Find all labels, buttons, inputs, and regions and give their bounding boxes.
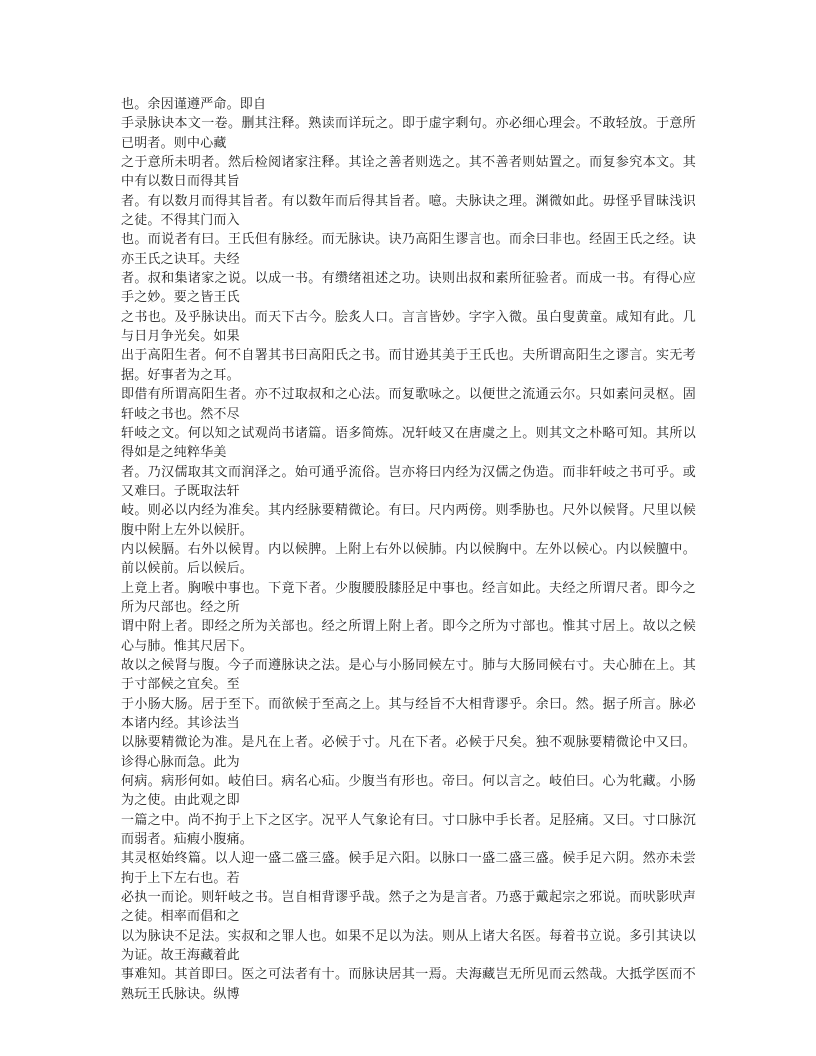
text-line: 何病。病形何如。岐伯曰。病名心疝。少腹当有形也。帝曰。何以言之。岐伯曰。心为牝藏。小肠为之使。由此观之即 — [121, 774, 696, 809]
text-line: 以为脉诀不足法。实叔和之罪人也。如果不足以为法。则从上诸大名医。每着书立说。多引其诀以为证。故王海藏着此 — [121, 928, 696, 964]
text-line: 也。余因谨遵严命。即自 — [121, 97, 267, 112]
text-line: 事难知。其首即曰。医之可法者有十。而脉诀居其一焉。夫海藏岂无所见而云然哉。大抵学医而不熟玩王氏脉诀。纵博 — [121, 967, 696, 1002]
text-line: 岐。则必以内经为准矣。其内经脉要精微论。有曰。尺内两傍。则季胁也。尺外以候肾。尺里以候腹中附上左外以候肝。 — [121, 503, 696, 538]
text-line: 于小肠大肠。居于至下。而欲候于至高之上。其与经旨不大相背谬乎。余曰。然。据子所言。脉必本诸内经。其诊法当 — [121, 696, 696, 731]
text-line: 以脉要精微论为准。是凡在上者。必候于寸。凡在下者。必候于尺矣。独不观脉要精微论中又曰。诊得心脉而急。此为 — [121, 735, 696, 770]
text-line: 也。而说者有曰。王氏但有脉经。而无脉诀。诀乃高阳生谬言也。而余曰非也。经固王氏之经。诀亦王氏之诀耳。夫经 — [121, 232, 696, 267]
text-line: 上竟上者。胸喉中事也。下竟下者。少腹腰股膝胫足中事也。经言如此。夫经之所谓尺者。即今之所为尺部也。经之所 — [121, 580, 696, 615]
text-line: 谓中附上者。即经之所为关部也。经之所谓上附上者。即今之所为寸部也。惟其寸居上。故以之候心与肺。惟其尺居下。 — [121, 619, 696, 654]
text-line: 出于高阳生者。何不自署其书曰高阳氏之书。而甘逊其美于王氏也。夫所谓高阳生之谬言。实无考据。好事者为之耳。 — [121, 348, 696, 383]
text-line: 之书也。及乎脉诀出。而天下古今。脍炙人口。言言皆妙。字字入微。虽白叟黄童。咸知有此。几与日月争光矣。如果 — [121, 309, 696, 345]
text-line: 故以之候肾与腹。今子而遵脉诀之法。是心与小肠同候左寸。肺与大肠同候右寸。夫心肺在上。其于寸部候之宜矣。至 — [121, 657, 696, 693]
text-line: 一篇之中。尚不拘于上下之区字。况平人气象论有曰。寸口脉中手长者。足胫痛。又曰。寸口脉沉而弱者。疝瘕小腹痛。 — [121, 812, 696, 848]
text-line: 者。有以数月而得其旨者。有以数年而后得其旨者。噫。夫脉诀之理。渊微如此。毋怪乎冒昧浅识之徒。不得其门而入 — [121, 193, 696, 229]
text-line: 内以候膈。右外以候胃。内以候脾。上附上右外以候肺。内以候胸中。左外以候心。内以候膻中。前以候前。后以候后。 — [121, 541, 696, 577]
text-line: 轩岐之文。何以知之试观尚书诸篇。语多简炼。况轩岐又在唐虞之上。则其文之朴略可知。其所以得如是之纯粹华美 — [121, 425, 696, 461]
text-line: 必执一而论。则轩岐之书。岂自相背谬乎哉。然子之为是言者。乃惑于戴起宗之邪说。而吠影吠声之徒。相率而倡和之 — [121, 890, 696, 925]
text-line: 其灵枢始终篇。以人迎一盛二盛三盛。候手足六阳。以脉口一盛二盛三盛。候手足六阴。然亦未尝拘于上下左右也。若 — [121, 851, 696, 886]
text-line: 即借有所谓高阳生者。亦不过取叔和之心法。而复歌咏之。以便世之流通云尔。只如素问灵枢。固轩岐之书也。然不尽 — [121, 387, 696, 422]
text-line: 者。乃汉儒取其文而润泽之。始可通乎流俗。岂亦将曰内经为汉儒之伪造。而非轩岐之书可乎。或又难曰。子既取法轩 — [121, 464, 696, 499]
text-line: 者。叔和集诸家之说。以成一书。有缵绪祖述之功。诀则出叔和素所征验者。而成一书。有得心应手之妙。要之皆王氏 — [121, 271, 696, 306]
text-line: 之于意所未明者。然后检阅诸家注释。其诠之善者则选之。其不善者则姑置之。而复参究本文。其中有以数日而得其旨 — [121, 155, 696, 190]
document-page — [121, 95, 696, 1004]
text-line: 手录脉诀本文一卷。删其注释。熟读而详玩之。即于虚字剩句。亦必细心理会。不敢轻放。于意所已明者。则中心藏 — [121, 116, 696, 151]
